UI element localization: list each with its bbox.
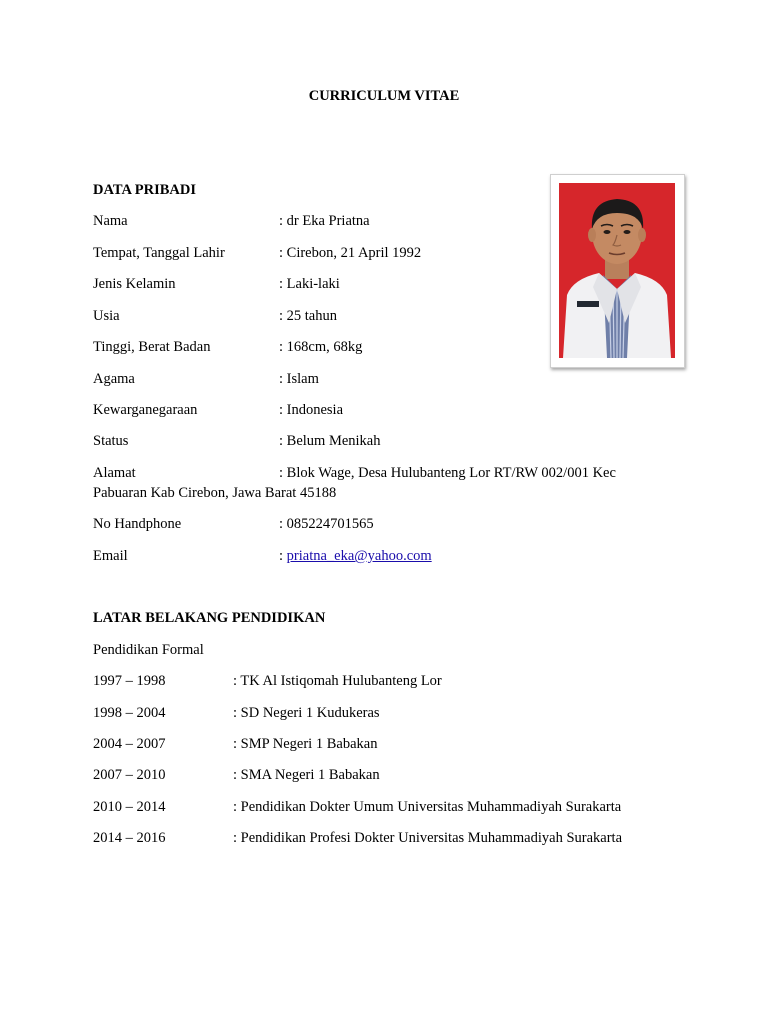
personal-row-status [93, 433, 693, 453]
email-link[interactable]: priatna_eka@yahoo.com [286, 548, 432, 564]
personal-row-religion [93, 371, 693, 391]
education-row [93, 767, 693, 787]
row-value: : 168cm, 68kg [279, 339, 363, 355]
education-years: 2007 – 2010 [93, 767, 166, 783]
row-label: Status [93, 433, 129, 449]
profile-photo [559, 183, 675, 358]
education-row [93, 673, 693, 693]
row-value: : Belum Menikah [279, 433, 381, 449]
education-years: 2014 – 2016 [93, 830, 166, 846]
row-label: Nama [93, 213, 128, 229]
personal-row-email [93, 548, 693, 568]
row-label: No Handphone [93, 516, 182, 532]
personal-row-nationality [93, 402, 693, 422]
personal-row-phone [93, 516, 693, 536]
row-label: Tempat, Tanggal Lahir [93, 245, 225, 261]
personal-row-address [93, 465, 693, 485]
row-value: : dr Eka Priatna [279, 213, 370, 229]
row-label: Jenis Kelamin [93, 276, 176, 292]
education-school: : SMP Negeri 1 Babakan [233, 736, 378, 752]
row-value: : Blok Wage, Desa Hulubanteng Lor RT/RW 002/001 Kec [279, 465, 616, 481]
education-subheading: Pendidikan Formal [93, 642, 204, 658]
row-value: : 085224701565 [279, 516, 374, 532]
row-label: Usia [93, 308, 120, 324]
address-continuation: Pabuaran Kab Cirebon, Jawa Barat 45188 [93, 485, 337, 501]
education-row [93, 830, 693, 850]
education-school: : SD Negeri 1 Kudukeras [233, 705, 380, 721]
row-value: : 25 tahun [279, 308, 337, 324]
profile-photo-frame [550, 174, 685, 368]
email-prefix: : [279, 548, 287, 564]
education-row [93, 736, 693, 756]
education-years: 2010 – 2014 [93, 799, 166, 815]
row-label: Alamat [93, 465, 136, 481]
row-value: : Islam [279, 371, 319, 387]
document-title: CURRICULUM VITAE [308, 88, 460, 104]
education-years: 1998 – 2004 [93, 705, 166, 721]
row-label: Kewarganegaraan [93, 402, 198, 418]
education-school: : Pendidikan Profesi Dokter Universitas Muhammadiyah Surakarta [233, 830, 623, 846]
row-value: : Cirebon, 21 April 1992 [279, 245, 422, 261]
row-value [279, 548, 432, 565]
row-value: : Laki-laki [279, 276, 340, 292]
personal-data-heading: DATA PRIBADI [93, 182, 196, 198]
education-school: : SMA Negeri 1 Babakan [233, 767, 380, 783]
row-label: Tinggi, Berat Badan [93, 339, 211, 355]
row-label: Agama [93, 371, 135, 387]
profile-photo-image [559, 183, 675, 358]
row-value: : Indonesia [279, 402, 344, 418]
education-heading: LATAR BELAKANG PENDIDIKAN [93, 610, 326, 626]
education-row [93, 705, 693, 725]
education-school: : TK Al Istiqomah Hulubanteng Lor [233, 673, 442, 689]
education-row [93, 799, 693, 819]
education-years: 2004 – 2007 [93, 736, 166, 752]
education-school: : Pendidikan Dokter Umum Universitas Muhammadiyah Surakarta [233, 799, 622, 815]
education-years: 1997 – 1998 [93, 673, 166, 689]
row-label: Email [93, 548, 128, 564]
